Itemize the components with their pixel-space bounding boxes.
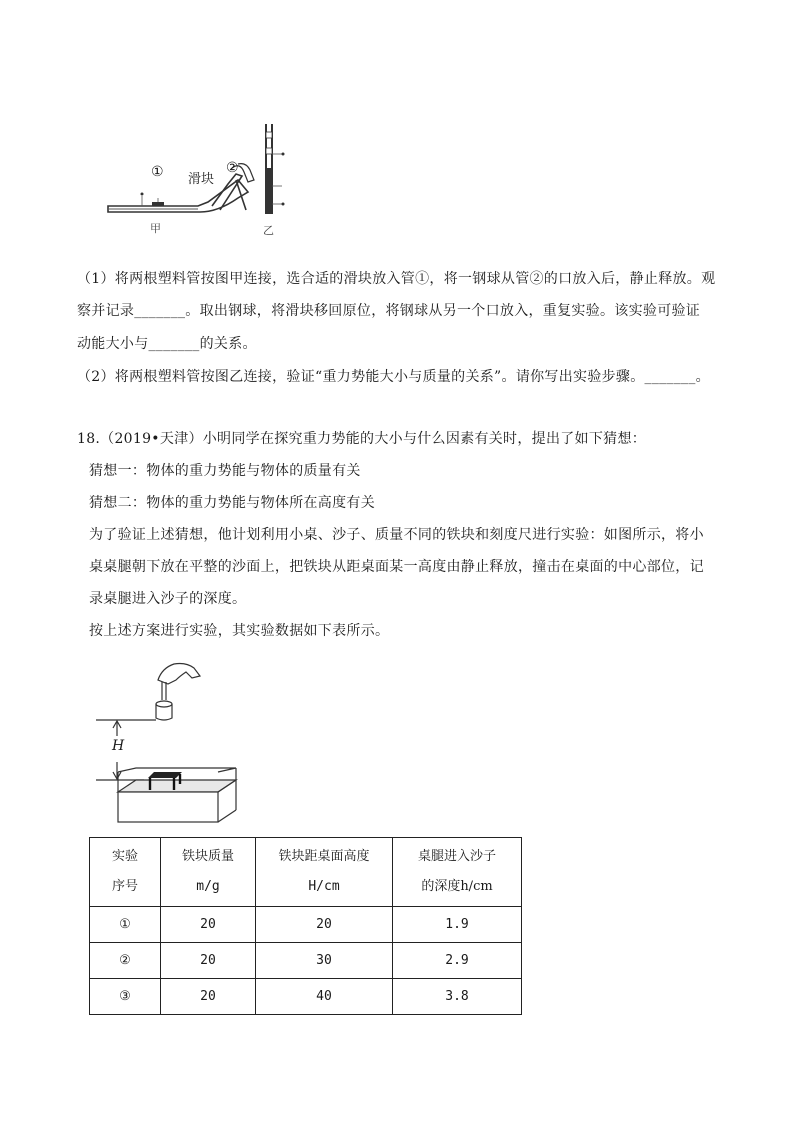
table-cell: 20 [161, 907, 256, 943]
table-cell: 30 [256, 943, 393, 979]
table-cell: 2.9 [393, 943, 522, 979]
part1-line1: （1）将两根塑料管按图甲连接，选合适的滑块放入管①，将一钢球从管②的口放入后，静止释放。观 [77, 271, 716, 287]
header-text: 的深度h/cm [421, 879, 493, 894]
table-cell: ② [90, 943, 161, 979]
q18-method-line1: 为了验证上述猜想，他计划利用小桌、沙子、质量不同的铁块和刻度尺进行实验：如图所示，将小 [89, 527, 704, 543]
header-text: m/g [196, 879, 220, 894]
header-text: 序号 [111, 879, 138, 894]
table-row [90, 943, 522, 979]
header-text: 桌腿进入沙子 [417, 849, 496, 864]
caption-yi: 乙 [263, 224, 274, 237]
label-height-H: H [112, 738, 125, 754]
header-text: 铁块质量 [181, 849, 234, 864]
q18-guess2: 猜想二：物体的重力势能与物体所在高度有关 [89, 495, 375, 511]
table-row [90, 907, 522, 943]
table-header-cell [161, 838, 256, 907]
q18-method-line3: 录桌腿进入沙子的深度。 [89, 591, 247, 607]
data-table [89, 837, 522, 1015]
label-slider: 滑块 [188, 172, 215, 187]
table-header-cell [90, 838, 161, 907]
part1-line3: 动能大小与_______的关系。 [77, 336, 257, 352]
caption-jia: 甲 [150, 222, 161, 235]
part2-line1: （2）将两根塑料管按图乙连接，验证“重力势能大小与质量的关系”。请你写出实验步骤。_______。 [77, 369, 710, 385]
table-cell: ① [90, 907, 161, 943]
table-cell: ③ [90, 979, 161, 1015]
table-cell: 40 [256, 979, 393, 1015]
header-text: 铁块距桌面高度 [278, 849, 370, 864]
table-cell: 20 [256, 907, 393, 943]
header-text: 实验 [111, 849, 138, 864]
table-cell: 1.9 [393, 907, 522, 943]
table-row [90, 979, 522, 1015]
header-text: H/cm [308, 879, 340, 894]
table-cell: 20 [161, 979, 256, 1015]
q18-guess1: 猜想一：物体的重力势能与物体的质量有关 [89, 463, 361, 479]
table-cell: 3.8 [393, 979, 522, 1015]
label-tube-1: ① [151, 164, 164, 180]
q18-intro: 18.（2019•天津）小明同学在探究重力势能的大小与什么因素有关时，提出了如下猜想： [77, 431, 647, 447]
table-header-row [90, 838, 522, 907]
table-cell: 20 [161, 943, 256, 979]
table-header-cell [256, 838, 393, 907]
q18-method-line2: 桌桌腿朝下放在平整的沙面上，把铁块从距桌面某一高度由静止释放，撞击在桌面的中心部位，记 [89, 559, 704, 575]
part1-line2: 察并记录_______。取出钢球，将滑块移回原位，将钢球从另一个口放入，重复实验。该实验可验证 [77, 303, 701, 319]
label-tube-2: ② [226, 160, 239, 176]
table-header-cell [393, 838, 522, 907]
q18-data-intro: 按上述方案进行实验，其实验数据如下表所示。 [89, 623, 390, 639]
